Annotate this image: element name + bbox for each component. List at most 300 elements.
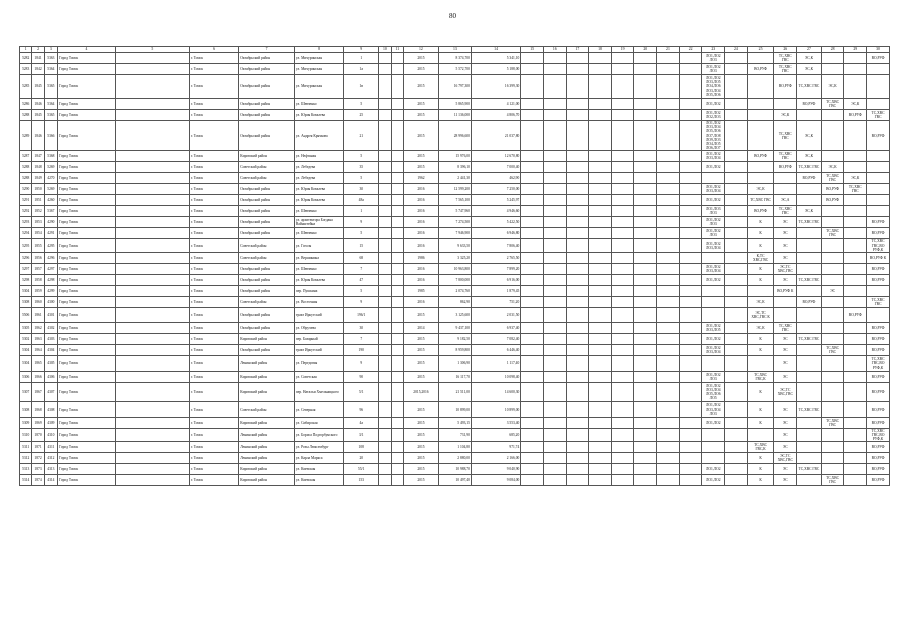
table-row (20, 121, 890, 151)
cell-city: Город Томск (58, 286, 116, 297)
cell-empty (589, 308, 612, 323)
cell-empty (657, 356, 680, 371)
table-row (20, 334, 890, 345)
cell-v30: ВО,РУФ К (867, 253, 890, 264)
cell-v26: ЭС (774, 428, 797, 442)
cell-empty (611, 184, 634, 195)
cell-area2: 7 250,00 (471, 184, 520, 195)
cell-area2: 7 899,20 (471, 264, 520, 275)
cell-n1: 5288 (20, 110, 32, 121)
cell-empty (657, 64, 680, 75)
cell-empty (379, 110, 391, 121)
cell-empty (589, 217, 612, 228)
cell-v29 (844, 345, 867, 356)
cell-loc: г. Томск (189, 356, 238, 371)
cell-empty (566, 53, 589, 64)
cell-v30: ТС,ХВС ГВС,ВО РУФ,К (867, 356, 890, 371)
cell-house: 5 (344, 99, 379, 110)
cell-empty (679, 173, 702, 184)
cell-empty (379, 297, 391, 308)
table-row (20, 371, 890, 382)
cell-n3: 5368 (44, 151, 57, 162)
cell-loc: г. Томск (189, 184, 238, 195)
cell-area2: 6 916,00 (471, 275, 520, 286)
cell-v23: ЛО1,ЛО2 ЛО3,ЛО4 (702, 239, 725, 253)
cell-empty (543, 382, 566, 402)
cell-n3: 4304 (44, 345, 57, 356)
cell-empty (634, 442, 657, 453)
cell-empty (611, 75, 634, 99)
cell-empty (543, 442, 566, 453)
cell-v30 (867, 64, 890, 75)
cell-empty (543, 297, 566, 308)
cell-n3: 4306 (44, 371, 57, 382)
cell-street: ул. Киевская (294, 464, 343, 475)
cell-empty (521, 64, 544, 75)
cell-n1: 5304 (20, 356, 32, 371)
cell-empty (589, 53, 612, 64)
cell-loc: г. Томск (189, 417, 238, 428)
cell-empty (391, 217, 403, 228)
cell-house: 90 (344, 371, 379, 382)
cell-v27 (797, 195, 822, 206)
cell-v26: ЭС,ТС ХВС,ГВС (774, 453, 797, 464)
cell-empty (634, 151, 657, 162)
table-row (20, 297, 890, 308)
cell-empty (634, 53, 657, 64)
cell-empty (679, 184, 702, 195)
cell-v30: ТС,ХВС ГВС (867, 297, 890, 308)
cell-year: 2016 (403, 184, 438, 195)
cell-n1: 5298 (20, 275, 32, 286)
cell-year: 1962 (403, 173, 438, 184)
cell-v25: ВО,РУФ (747, 151, 774, 162)
cell-city: Город Томск (58, 475, 116, 486)
cell-v29 (844, 64, 867, 75)
cell-area2: 2 031,50 (471, 308, 520, 323)
cell-area2: 1 117,40 (471, 356, 520, 371)
cell-v29 (844, 371, 867, 382)
cell-empty (657, 151, 680, 162)
cell-v29 (844, 151, 867, 162)
cell-empty (543, 417, 566, 428)
cell-empty (543, 286, 566, 297)
cell-empty (391, 64, 403, 75)
cell-empty (543, 121, 566, 151)
cell-empty (634, 121, 657, 151)
table-row (20, 173, 890, 184)
cell-v27: ТС,ХВС ГВС (797, 217, 822, 228)
cell-street: ул. Юрия Ковалева (294, 184, 343, 195)
cell-v29 (844, 334, 867, 345)
cell-empty (543, 356, 566, 371)
cell-empty (589, 195, 612, 206)
cell-v23 (702, 173, 725, 184)
cell-v23: ЛО1,ЛО2 ЛО3,ЛО5 (702, 323, 725, 334)
cell-house: 68 (344, 253, 379, 264)
column-header: 9 (344, 47, 379, 53)
cell-v24 (725, 356, 748, 371)
cell-v26: ВО,РУФ К (774, 286, 797, 297)
cell-house: 15 (344, 239, 379, 253)
cell-empty (589, 334, 612, 345)
cell-empty (634, 264, 657, 275)
cell-v28: ТС,ХВС ГВС (821, 475, 844, 486)
cell-area: 9 182,50 (438, 334, 471, 345)
cell-empty (657, 308, 680, 323)
cell-empty (611, 110, 634, 121)
cell-city: Город Томск (58, 345, 116, 356)
cell-empty (657, 239, 680, 253)
cell-v25 (747, 286, 774, 297)
cell-v28 (821, 151, 844, 162)
cell-empty (589, 323, 612, 334)
cell-empty (115, 64, 189, 75)
table-row (20, 239, 890, 253)
column-header: 15 (521, 47, 544, 53)
table-row (20, 345, 890, 356)
column-header: 26 (774, 47, 797, 53)
cell-v28 (821, 453, 844, 464)
cell-v23: ЛО1,ЛО2 ЛО3 (702, 53, 725, 64)
cell-year: 2015 (403, 371, 438, 382)
cell-n1: 5313 (20, 464, 32, 475)
cell-street: ул. Передовая (294, 356, 343, 371)
cell-empty (543, 475, 566, 486)
cell-n1: 5290 (20, 184, 32, 195)
cell-n2: 1856 (32, 253, 44, 264)
cell-empty (611, 195, 634, 206)
cell-v29 (844, 264, 867, 275)
cell-v23 (702, 428, 725, 442)
cell-n3: 5364 (44, 64, 57, 75)
cell-empty (543, 151, 566, 162)
cell-empty (611, 53, 634, 64)
cell-year: 2015 (403, 121, 438, 151)
cell-city: Город Томск (58, 297, 116, 308)
cell-empty (611, 228, 634, 239)
cell-v30 (867, 308, 890, 323)
cell-empty (391, 228, 403, 239)
cell-v23: ЛО1,ЛО2 ЛО3 (702, 217, 725, 228)
cell-v23: ЛО1,ЛО2 ЛО3 (702, 371, 725, 382)
cell-year: 2016 (403, 195, 438, 206)
cell-v23: ЛО1,ЛО2 (702, 417, 725, 428)
cell-v29 (844, 217, 867, 228)
cell-v24 (725, 382, 748, 402)
column-header: 3 (44, 47, 57, 53)
cell-v25: ВО,РУФ (747, 64, 774, 75)
cell-empty (391, 151, 403, 162)
cell-empty (379, 382, 391, 402)
cell-v29 (844, 402, 867, 417)
cell-empty (634, 464, 657, 475)
cell-n3: 4303 (44, 334, 57, 345)
cell-v28 (821, 64, 844, 75)
cell-area: 7 800,000 (438, 275, 471, 286)
cell-empty (634, 428, 657, 442)
cell-empty (543, 239, 566, 253)
cell-v26: ТС,ХВС ГВС (774, 121, 797, 151)
cell-area: 10 963,800 (438, 264, 471, 275)
cell-v26: ЭС (774, 345, 797, 356)
cell-n2: 1865 (32, 356, 44, 371)
cell-city: Город Томск (58, 453, 116, 464)
cell-empty (634, 323, 657, 334)
cell-empty (611, 442, 634, 453)
cell-city: Город Томск (58, 151, 116, 162)
cell-v26: ТС,ХВС ГВС (774, 64, 797, 75)
cell-area: 3 125,600 (438, 308, 471, 323)
cell-house: 5/1 (344, 382, 379, 402)
cell-v27: ЭС,К (797, 64, 822, 75)
cell-city: Город Томск (58, 184, 116, 195)
cell-city: Город Томск (58, 308, 116, 323)
cell-v25: К (747, 453, 774, 464)
cell-empty (611, 417, 634, 428)
cell-empty (679, 217, 702, 228)
cell-v28 (821, 121, 844, 151)
cell-v24 (725, 334, 748, 345)
cell-house: 96 (344, 402, 379, 417)
cell-v29: ТС,ХВС ГВС (844, 184, 867, 195)
cell-area: 28 996,600 (438, 121, 471, 151)
cell-v28: ТС,ХВС ГВС (821, 228, 844, 239)
cell-empty (679, 228, 702, 239)
cell-v26: ЭС,ТС ХВС,ГВС (774, 382, 797, 402)
cell-empty (679, 53, 702, 64)
cell-n3: 4300 (44, 297, 57, 308)
cell-empty (634, 173, 657, 184)
cell-city: Город Томск (58, 356, 116, 371)
cell-v30: ВО,РУФ (867, 228, 890, 239)
cell-n1: 5288 (20, 162, 32, 173)
cell-v26: ВО,РУФ (774, 75, 797, 99)
cell-empty (589, 286, 612, 297)
cell-year: 2015 (403, 475, 438, 486)
cell-v24 (725, 99, 748, 110)
cell-empty (657, 286, 680, 297)
cell-v26: ЭС (774, 402, 797, 417)
cell-empty (657, 75, 680, 99)
cell-street: ул. Мичуринская (294, 75, 343, 99)
cell-empty (566, 151, 589, 162)
cell-v29: ЭС,К (844, 99, 867, 110)
cell-v28 (821, 297, 844, 308)
cell-empty (521, 308, 544, 323)
cell-street: ул. Северная (294, 402, 343, 417)
cell-empty (521, 239, 544, 253)
cell-v27 (797, 228, 822, 239)
cell-house: 190 (344, 345, 379, 356)
cell-v30 (867, 173, 890, 184)
cell-house: 5 (344, 228, 379, 239)
table-row (20, 162, 890, 173)
cell-year: 2015 (403, 334, 438, 345)
cell-v25: К (747, 228, 774, 239)
cell-empty (391, 382, 403, 402)
cell-loc: г. Томск (189, 428, 238, 442)
cell-v30: ВО,РУФ (867, 402, 890, 417)
cell-house: 9 (344, 217, 379, 228)
cell-v29 (844, 195, 867, 206)
cell-empty (657, 297, 680, 308)
cell-empty (634, 382, 657, 402)
cell-n2: 1853 (32, 217, 44, 228)
cell-empty (611, 453, 634, 464)
cell-empty (657, 264, 680, 275)
cell-year: 2015 (403, 110, 438, 121)
cell-empty (657, 428, 680, 442)
cell-v25: ТС,ХВС ГВС (747, 195, 774, 206)
cell-empty (379, 334, 391, 345)
cell-v24 (725, 162, 748, 173)
cell-empty (657, 110, 680, 121)
cell-empty (634, 371, 657, 382)
cell-empty (391, 162, 403, 173)
cell-v28 (821, 402, 844, 417)
cell-empty (391, 206, 403, 217)
cell-empty (657, 345, 680, 356)
cell-v23: ЛО1,ЛО2 (702, 334, 725, 345)
cell-empty (611, 323, 634, 334)
cell-v28 (821, 308, 844, 323)
cell-empty (521, 371, 544, 382)
cell-empty (566, 228, 589, 239)
cell-empty (521, 453, 544, 464)
cell-loc: г. Томск (189, 121, 238, 151)
table-row (20, 75, 890, 99)
cell-empty (589, 110, 612, 121)
cell-v24 (725, 184, 748, 195)
cell-street: ул. Мичуринская (294, 64, 343, 75)
cell-street: тракт Иркутский (294, 308, 343, 323)
cell-n2: 1852 (32, 206, 44, 217)
cell-area2: 971,74 (471, 442, 520, 453)
cell-n2: 1874 (32, 475, 44, 486)
cell-n3: 4298 (44, 275, 57, 286)
cell-empty (611, 297, 634, 308)
cell-empty (634, 475, 657, 486)
cell-v23: ЛО1,ЛО2 ЛО3,ЛО5 ЛО4,ЛО6 ЛО3,ЛО4 ЛО5,ЛО6 (702, 75, 725, 99)
cell-v26: ЭС (774, 417, 797, 428)
table-row (20, 217, 890, 228)
cell-v30 (867, 75, 890, 99)
cell-v30: ВО,РУФ (867, 264, 890, 275)
cell-empty (679, 442, 702, 453)
cell-loc: г. Томск (189, 264, 238, 275)
cell-v30: ВО,РУФ (867, 334, 890, 345)
cell-v29 (844, 475, 867, 486)
cell-v27 (797, 417, 822, 428)
cell-v23: ЛО1,ЛО2 (702, 475, 725, 486)
cell-v28: ЭС (821, 286, 844, 297)
cell-empty (379, 239, 391, 253)
cell-year: 2015 (403, 99, 438, 110)
cell-empty (379, 308, 391, 323)
cell-n3: 4305 (44, 356, 57, 371)
cell-v26 (774, 173, 797, 184)
cell-empty (391, 475, 403, 486)
cell-v30 (867, 195, 890, 206)
cell-n2: 1867 (32, 382, 44, 402)
cell-v26 (774, 297, 797, 308)
cell-empty (521, 151, 544, 162)
cell-year: 2015 (403, 417, 438, 428)
cell-empty (391, 345, 403, 356)
cell-n2: 1858 (32, 275, 44, 286)
cell-empty (566, 75, 589, 99)
cell-empty (543, 75, 566, 99)
cell-district: Октябрьский район (239, 121, 295, 151)
cell-n1: 5291 (20, 195, 32, 206)
cell-v30 (867, 184, 890, 195)
cell-empty (543, 184, 566, 195)
cell-street: ул. Лебедева (294, 162, 343, 173)
cell-area2: 14 600,30 (471, 382, 520, 402)
cell-street: тракт Иркутский (294, 345, 343, 356)
cell-v29 (844, 464, 867, 475)
cell-n1: 5308 (20, 402, 32, 417)
cell-street: ул. Мичуринская (294, 53, 343, 64)
table-row (20, 53, 890, 64)
cell-v23: ЛО1,ЛО2 ЛО3,ЛО4 ЛО3 (702, 402, 725, 417)
table-row (20, 442, 890, 453)
cell-district: Октябрьский район (239, 195, 295, 206)
cell-v25: ЭС,К (747, 323, 774, 334)
cell-v30: ТС,ХВС ГВС,ВО РУФ,К (867, 239, 890, 253)
cell-v27: ВО,РУФ (797, 173, 822, 184)
cell-n2: 1846 (32, 99, 44, 110)
cell-v25 (747, 162, 774, 173)
cell-v28 (821, 371, 844, 382)
cell-n2: 1871 (32, 442, 44, 453)
cell-empty (391, 371, 403, 382)
cell-loc: г. Томск (189, 173, 238, 184)
cell-v27 (797, 428, 822, 442)
cell-v25 (747, 428, 774, 442)
cell-district: Советский район (239, 239, 295, 253)
cell-city: Город Томск (58, 428, 116, 442)
cell-empty (391, 464, 403, 475)
cell-v24 (725, 173, 748, 184)
cell-empty (543, 308, 566, 323)
cell-v23 (702, 453, 725, 464)
cell-v25: ТС,ХВС ГВС,К (747, 371, 774, 382)
cell-empty (115, 206, 189, 217)
cell-year: 2016 (403, 297, 438, 308)
column-header: 24 (725, 47, 748, 53)
cell-empty (521, 206, 544, 217)
cell-city: Город Томск (58, 121, 116, 151)
cell-n1: 5287 (20, 151, 32, 162)
cell-empty (657, 323, 680, 334)
cell-empty (566, 195, 589, 206)
cell-empty (634, 417, 657, 428)
table-row (20, 453, 890, 464)
cell-v27: ТС,ХВС ГВС (797, 464, 822, 475)
cell-v24 (725, 151, 748, 162)
cell-area2: 5 422,50 (471, 217, 520, 228)
cell-empty (634, 162, 657, 173)
cell-empty (379, 217, 391, 228)
cell-empty (391, 173, 403, 184)
column-header: 7 (239, 47, 295, 53)
cell-v23 (702, 253, 725, 264)
cell-empty (379, 228, 391, 239)
cell-v28: ТС,ХВС ГВС (821, 173, 844, 184)
cell-empty (589, 228, 612, 239)
